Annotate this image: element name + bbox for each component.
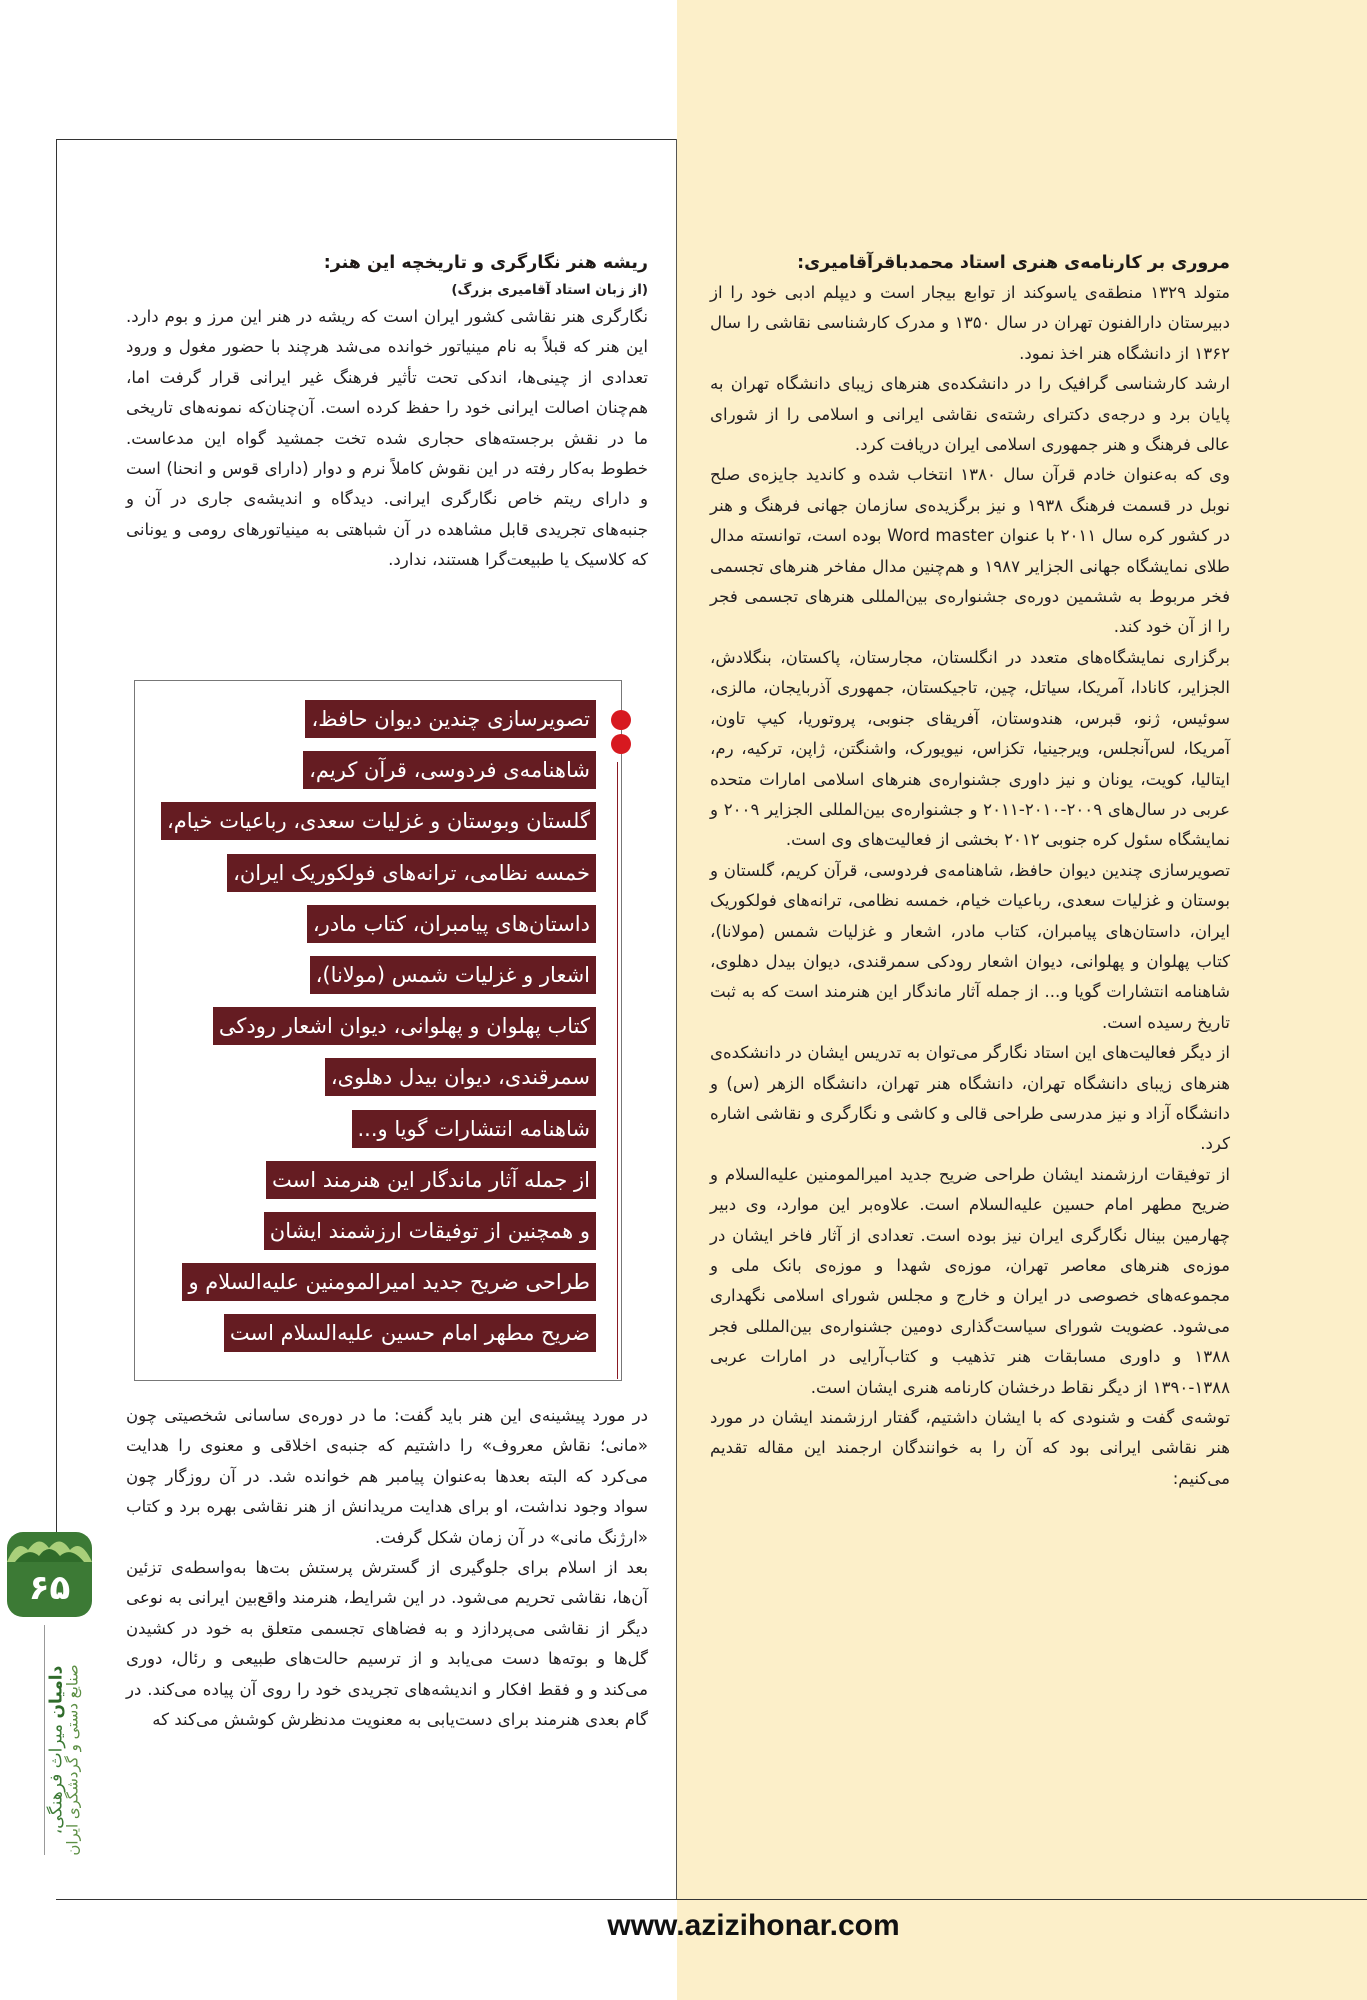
frame-top-line [56, 139, 677, 140]
highlight-line: طراحی ضریح جدید امیرالمومنین علیه‌السلام و [150, 1263, 596, 1314]
highlight-line: از جمله آثار ماندگار این هنرمند است [150, 1161, 596, 1212]
highlight-line: داستان‌های پیامبران، کتاب مادر، [150, 905, 596, 956]
left-column-intro [126, 248, 648, 576]
paragraph: ارشد کارشناسی گرافیک را در دانشکده‌ی هنرهای زیبای دانشگاه تهران به پایان برد و درجه‌ی دکترای رشته‌ی نقاشی ایرانی و اسلامی را از شورای عالی فرهنگ و هنر جمهوری اسلامی ایران دریافت کرد. [710, 374, 1230, 455]
left-column-body [126, 1401, 648, 1735]
highlight-line: اشعار و غزلیات شمس (مولانا)، [150, 956, 596, 1007]
ornament-pattern-icon [7, 1532, 92, 1562]
magazine-brand: دامیان [46, 1665, 67, 1719]
highlight-line: گلستان وبوستان و غزلیات سعدی، رباعیات خیام، [150, 802, 596, 853]
paragraph: متولد ۱۳۲۹ منطقه‌ی یاسوکند از توابع بیجار است و دیپلم ادبی خود را از دبیرستان دارالفنون تهران در سال ۱۳۵۰ و مدرک کارشناسی نقاشی را سال ۱۳۶۲ از دانشگاه هنر اخذ نمود. [710, 283, 1231, 363]
website-link[interactable]: www.azizihonar.com [607, 1909, 900, 1942]
highlight-line: خمسه نظامی، ترانه‌های فولکوریک ایران، [150, 854, 596, 905]
magazine-subtitle: صنایع دستی و گردشگری ایران [64, 1664, 83, 1856]
frame-left-line [56, 139, 57, 1540]
highlight-line: سمرقندی، دیوان بیدل دهلوی، [150, 1058, 596, 1109]
paragraph: از دیگر فعالیت‌های این استاد نگارگر می‌توان به تدریس ایشان در دانشکده‌ی هنرهای زیبای دانشگاه تهران، دانشگاه هنر تهران، دانشگاه الزهر (س) و دانشگاه آزاد و نیز مدرسی طراحی قالی و کاشی و نگارگری و نقاشی اشاره کرد. [710, 1043, 1230, 1154]
paragraph: از توفیقات ارزشمند ایشان طراحی ضریح جدید امیرالمومنین علیه‌السلام و ضریح مطهر امام حسین علیه‌السلام است. علاوه‌بر این موارد، وی دبیر چهارمین بینال نگارگری ایران نیز بوده است. تعدادی از آثار فاخر ایشان در موزه‌ی هنرهای معاصر تهران، موزه‌ی شهدا و موزه‌ی بانک ملی و مجموعه‌های خصوصی در ایران و خارج و مجلس شورای اسلامی نگهداری می‌شود. عضویت شورای سیاست‌گذاری دومین جشنواره‌ی بین‌المللی فجر ۱۳۸۸ و داوری مسابقات هنر تذهیب و کتاب‌آرایی در امارات عربی ۱۳۸۸-۱۳۹۰ از دیگر نقاط درخشان کارنامه هنری ایشان است. [710, 1164, 1230, 1397]
frame-bottom-line [56, 1899, 1367, 1900]
page-number: ۶۵ [28, 1568, 71, 1608]
right-column-heading: مروری بر کارنامه‌ی هنری استاد محمدباقرآقامیری: [797, 253, 1230, 273]
highlight-line: تصویرسازی چندین دیوان حافظ، [150, 700, 596, 751]
left-column-subheading: (از زبان استاد آقامیری بزرگ) [451, 282, 648, 298]
paragraph: بعد از اسلام برای جلوگیری از گسترش پرستش بت‌ها به‌واسطه‌ی تزئین آن‌ها، نقاشی تحریم می‌شود. در این شرایط، هنرمند واقع‌بین ایرانی به نوعی دیگر از نقاشی می‌پردازد و به فضاهای تجسمی متعلق به خود در کشیدن گل‌ها و بوته‌ها دست می‌یابد و از ترسیم حالت‌های طبیعی و رئال، دوری می‌کند و و فقط افکار و اندیشه‌های تجریدی خود را روی آن پیاده می‌کند. در گام بعدی هنرمند برای دست‌یابی به معنویت مدنظرش کوشش می‌کند که [126, 1558, 648, 1730]
paragraph: تصویرسازی چندین دیوان حافظ، شاهنامه‌ی فردوسی، قرآن کریم، گلستان و بوستان و غزلیات سعدی، رباعیات خیام، خمسه نظامی، ترانه‌های فولکوریک ایران، داستان‌های پیامبران، کتاب مادر، اشعار و غزلیات شمس (مولانا)، کتاب پهلوان و پهلوانی، دیوان اشعار رودکی سمرقندی، دیوان بیدل دهلوی، شاهنامه انتشارات گویا و... از جمله آثار ماندگار این هنرمند است که به ثبت تاریخ رسیده است. [710, 860, 1230, 1032]
paragraph: وی که به‌عنوان خادم قرآن سال ۱۳۸۰ انتخاب شده و کاندید جایزه‌ی صلح نوبل در قسمت فرهنگ ۱۹۳۸ و نیز برگزیده‌ی سازمان جهانی فرهنگ و هنر در کشور کره سال ۲۰۱۱ با عنوان Word master بوده است، توانسته مدال طلای نمایشگاه جهانی الجزایر ۱۹۸۷ و هم‌چنین مدال مفاخر هنرهای تجسمی فخر مربوط به ششمین دوره‌ی جشنواره‌ی بین‌المللی هنرهای تجسمی فجر را از آن خود کند. [710, 465, 1230, 637]
highlight-line: و همچنین از توفیقات ارزشمند ایشان [150, 1212, 596, 1263]
highlight-line: کتاب پهلوان و پهلوانی، دیوان اشعار رودکی [150, 1007, 596, 1058]
paragraph: نگارگری هنر نقاشی کشور ایران است که ریشه در هنر این مرز و بوم دارد. این هنر که قبلاً به نام مینیاتور خوانده می‌شد هرچند با حضور مغول و ورود تعدادی از چینی‌ها، اندکی تحت تأثیر فرهنگ غیر ایرانی قرار گرفت اما، هم‌چنان اصالت ایرانی خود را حفظ کرده است. آن‌چنان‌که نمونه‌های تاریخی ما در نقش برجسته‌های حجاری شده تخت جمشید گواه این مدعاست. خطوط به‌کار رفته در این نقوش کاملاً نرم و دوار (دارای قوس و انحنا) است و دارای ریتم خاص نگارگری ایرانی. دیدگاه و اندیشه‌ی جاری در آن و جنبه‌های تجریدی قابل مشاهده در آن شباهتی به مینیاتورهای رومی و یونانی که کلاسیک یا طبیعت‌گرا هستند، ندارد. [126, 307, 648, 570]
highlight-line: ضریح مطهر امام حسین علیه‌السلام است [150, 1314, 596, 1365]
bullet-dot-icon [611, 734, 631, 754]
right-column [710, 248, 1230, 1494]
highlight-list [150, 700, 596, 1365]
magazine-tagline: میراث فرهنگی، [46, 1723, 67, 1835]
column-divider [676, 139, 677, 1900]
paragraph: در مورد پیشینه‌ی این هنر باید گفت: ما در دوره‌ی ساسانی شخصیتی چون «مانی؛ نقاش معروف» را داشتیم که جنبه‌ی اخلاقی و معنوی را هدایت می‌کرد که البته بعدها به‌عنوان پیامبر هم خوانده شد. در آن روزگار چون سواد وجود نداشت، او برای هدایت مریدانش از هنر نقاشی بهره برد و کتاب «ارژنگ مانی» در آن زمان شکل گرفت. [126, 1406, 648, 1547]
highlight-rule [617, 762, 618, 1379]
paragraph: توشه‌ی گفت و شنودی که با ایشان داشتیم، گفتار ارزشمند ایشان در مورد هنر نقاشی ایرانی بود که آن را به خوانندگان ارجمند این مقاله تقدیم می‌کنیم: [710, 1408, 1230, 1488]
paragraph: برگزاری نمایشگاه‌های متعدد در انگلستان، مجارستان، پاکستان، بنگلادش، الجزایر، کانادا، آمریکا، سیاتل، چین، تاجیکستان، جمهوری آذربایجان، مالزی، سوئیس، ژنو، قبرس، هندوستان، آفریقای جنوبی، پروتوریا، کیپ تاون، آمریکا، لس‌آنجلس، ویرجینیا، تکزاس، نیویورک، واشنگتن، ژاپن، ترکیه، رم، ایتالیا، کویت، یونان و نیز داوری جشنواره‌ی هنرهای اسلامی امارات متحده عربی در سال‌های ۲۰۰۹-۲۰۱۰-۲۰۱۱ و جشنواره‌ی بین‌المللی الجزایر ۲۰۰۹ و نمایشگاه سئول کره جنوبی ۲۰۱۲ بخشی از فعالیت‌های وی است. [710, 647, 1230, 850]
left-column-heading: ریشه هنر نگارگری و تاریخچه این هنر: [323, 253, 648, 273]
highlight-line: شاهنامه انتشارات گویا و... [150, 1110, 596, 1161]
highlight-line: شاهنامه‌ی فردوسی، قرآن کریم، [150, 751, 596, 802]
page-number-badge [7, 1532, 92, 1617]
bullet-dot-icon [611, 710, 631, 730]
